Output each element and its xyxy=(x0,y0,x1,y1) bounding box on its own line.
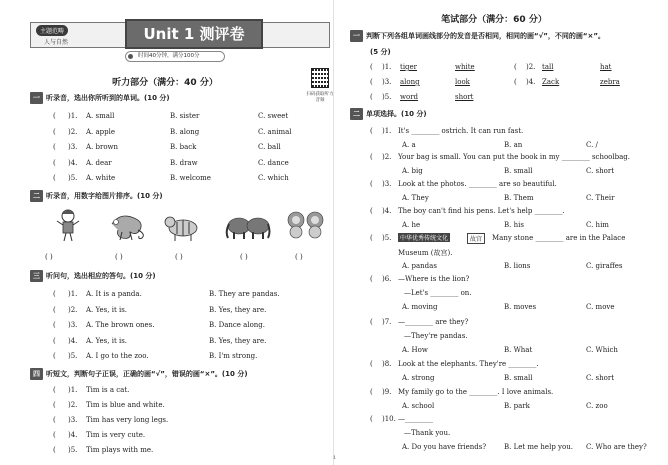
option-c: C. which xyxy=(258,174,289,182)
option-b: B. an xyxy=(504,141,523,149)
option-a: A. It is a panda. xyxy=(86,290,142,298)
option-a: A. I go to the zoo. xyxy=(86,352,149,360)
answer-blank[interactable]: ( xyxy=(53,158,56,167)
item-number: )3. xyxy=(68,143,78,151)
answer-blank[interactable]: ( xyxy=(53,416,56,424)
statement-text: Tim is very cute. xyxy=(86,431,146,439)
answer-blank[interactable]: ( xyxy=(370,415,373,423)
question-text: —________ are they? xyxy=(398,318,469,326)
item-number: )9. xyxy=(382,388,392,396)
option-a: A. pandas xyxy=(402,262,437,270)
question-text-2: —Let's ________ on. xyxy=(404,289,472,297)
item-number: )2. xyxy=(382,153,392,161)
order-blank[interactable]: ( ) xyxy=(295,253,303,261)
option-b: B. along xyxy=(170,127,200,136)
option-b: B. They are pandas. xyxy=(209,290,280,298)
question-text: Many stone ________ are in the Palace xyxy=(492,234,626,242)
item-number: )3. xyxy=(382,180,392,188)
section-number: 二 xyxy=(30,190,43,202)
section-title-text: 听问句，选出相应的答句。(10 分) xyxy=(46,272,156,280)
option-b: B. What xyxy=(504,346,533,354)
item-number: )1. xyxy=(68,386,78,394)
option-c: C. short xyxy=(586,374,615,382)
page-number: 1 xyxy=(333,455,337,461)
item-number: )5. xyxy=(382,234,392,242)
option-c: C. zoo xyxy=(586,402,608,410)
answer-blank[interactable]: ( xyxy=(370,127,373,135)
item-number: )3. xyxy=(68,416,78,424)
option-b: B. small xyxy=(504,374,533,382)
section-number: 二 xyxy=(350,108,363,120)
item-number: )2. xyxy=(526,63,536,71)
word-1: tiger xyxy=(400,63,418,71)
section-number: 一 xyxy=(350,30,363,42)
statement-text: Tim plays with me. xyxy=(86,446,154,454)
culture-tag: 中华优秀传统文化 xyxy=(400,235,449,242)
answer-blank[interactable]: ( xyxy=(370,78,373,86)
order-blank[interactable]: ( ) xyxy=(115,253,123,261)
answer-blank[interactable]: ( xyxy=(370,180,373,188)
word-2: look xyxy=(455,78,470,86)
word-2: white xyxy=(455,63,475,71)
item-number: )1. xyxy=(382,127,392,135)
badge-bottom-text: 人与自然 xyxy=(44,39,69,46)
time-note: 时间40分钟，满分100分 xyxy=(125,51,225,62)
item-number: )5. xyxy=(68,352,78,360)
answer-blank[interactable]: ( xyxy=(53,174,56,182)
option-c: C. short xyxy=(586,167,615,175)
answer-blank[interactable]: ( xyxy=(53,446,56,454)
word-1: along xyxy=(400,78,420,86)
item-number: )6. xyxy=(382,275,392,283)
option-b: B. small xyxy=(504,167,533,175)
option-a: A. school xyxy=(402,402,435,410)
question-text: My family go to the ________. I love animals. xyxy=(398,388,554,396)
order-blank[interactable]: ( ) xyxy=(175,253,183,261)
answer-blank[interactable]: ( xyxy=(53,401,56,409)
item-number: )2. xyxy=(68,127,78,136)
right-page xyxy=(334,0,668,465)
option-a: A. Yes, it is. xyxy=(86,305,128,314)
section-title-text: 单项选择。(10 分) xyxy=(366,110,427,118)
option-a: A. strong xyxy=(402,374,435,382)
option-b: B. welcome xyxy=(170,174,211,182)
written-section-2-title xyxy=(350,108,427,120)
tiger-icon xyxy=(163,210,201,242)
option-a: A. They xyxy=(402,194,429,202)
item-number: )2. xyxy=(68,401,78,409)
option-a: A. small xyxy=(86,112,115,120)
section-title-text: 听录音，用数字给图片排序。(10 分) xyxy=(46,192,163,200)
question-text: —________ xyxy=(398,415,433,423)
item-number: )2. xyxy=(68,305,78,314)
item-number: )4. xyxy=(382,207,392,215)
answer-blank[interactable]: ( xyxy=(53,336,56,345)
listening-section-2-title xyxy=(30,190,163,202)
palace-tag: 故宫 xyxy=(467,233,485,244)
option-c: C. Their xyxy=(586,194,615,202)
option-a: A. brown xyxy=(86,143,119,151)
section-number: 一 xyxy=(30,92,43,104)
option-a: A. white xyxy=(86,174,116,182)
listening-section-4-title xyxy=(30,368,248,380)
answer-blank[interactable]: ( xyxy=(370,63,373,71)
option-a: A. big xyxy=(402,167,423,175)
section-title-text: 判断下列各组单词画线部分的发音是否相同，相同的画“√”，不同的画“×”。 xyxy=(366,32,605,40)
section-title-text: 听录音，选出你所听到的单词。(10 分) xyxy=(46,94,170,102)
order-blank[interactable]: ( ) xyxy=(240,253,248,261)
question-text: Your bag is small. You can put the book in my ________ schoolbag. xyxy=(398,153,630,161)
item-number: )7. xyxy=(382,318,392,326)
answer-blank[interactable]: ( xyxy=(53,127,56,136)
answer-blank[interactable]: ( xyxy=(53,321,56,329)
word-2: zebra xyxy=(600,78,620,86)
question-text: —Where is the lion? xyxy=(398,275,470,283)
word-2: hat xyxy=(600,63,612,71)
item-number: )3. xyxy=(382,78,392,86)
answer-blank[interactable]: ( xyxy=(53,290,56,298)
chameleon-icon xyxy=(108,210,148,242)
item-number: )1. xyxy=(68,290,78,298)
lions-icon xyxy=(286,210,326,240)
answer-blank[interactable]: ( xyxy=(53,386,56,394)
answer-blank[interactable]: ( xyxy=(514,63,517,71)
child-icon xyxy=(55,208,81,242)
question-text: The boy can't find his pens. Let's help ________. xyxy=(398,207,565,215)
section-title-text: 听短文，判断句子正误，正确的画“√”，错误的画“×”。(10 分) xyxy=(46,370,248,378)
answer-blank[interactable]: ( xyxy=(53,143,56,151)
option-a: A. apple xyxy=(86,127,116,136)
option-b: B. back xyxy=(170,143,197,151)
answer-blank[interactable]: ( xyxy=(370,207,373,215)
answer-blank[interactable]: ( xyxy=(370,318,373,326)
option-b: B. his xyxy=(504,221,524,229)
option-c: C. him xyxy=(586,221,609,229)
option-a: A. dear xyxy=(86,158,112,167)
option-b: B. I'm strong. xyxy=(209,352,258,360)
qr-label: 扫码获取听力音频 xyxy=(306,92,334,103)
answer-blank[interactable]: ( xyxy=(53,431,56,439)
question-text: Look at the photos. ________ are so beautiful. xyxy=(398,180,557,188)
option-b: B. Them xyxy=(504,194,534,202)
item-number: )5. xyxy=(68,174,78,182)
statement-text: Tim has very long legs. xyxy=(86,416,169,424)
question-text: Look at the elephants. They're ________. xyxy=(398,360,539,368)
answer-blank[interactable]: ( xyxy=(370,153,373,161)
option-a: A. Yes, it is. xyxy=(86,336,128,345)
item-number: )3. xyxy=(68,321,78,329)
option-c: C. sweet xyxy=(258,112,289,120)
item-number: )5. xyxy=(68,446,78,454)
option-b: B. draw xyxy=(170,158,198,167)
option-c: C. move xyxy=(586,303,615,311)
answer-blank[interactable]: ( xyxy=(370,234,373,242)
answer-blank[interactable]: ( xyxy=(514,78,517,86)
listening-section-1-title xyxy=(30,92,170,104)
written-part-title: 笔试部分（满分：60 分） xyxy=(441,15,547,25)
item-number: )10. xyxy=(382,415,396,423)
word-2: short xyxy=(455,93,474,101)
option-c: C. ball xyxy=(258,143,281,151)
item-number: )4. xyxy=(68,158,78,167)
answer-blank[interactable]: ( xyxy=(53,305,56,314)
page-title: Unit 1 测评卷 xyxy=(125,19,263,49)
section-number: 三 xyxy=(30,270,43,282)
option-c: C. Who are they? xyxy=(586,443,647,451)
section-number: 四 xyxy=(30,368,43,380)
elephants-icon xyxy=(225,212,271,240)
option-b: B. lions xyxy=(504,262,531,270)
answer-blank[interactable]: ( xyxy=(53,352,56,360)
item-number: )1. xyxy=(68,112,78,120)
item-number: )1. xyxy=(382,63,392,71)
word-1: tall xyxy=(542,63,554,71)
question-text: It's ________ ostrich. It can run fast. xyxy=(398,127,524,135)
item-number: )4. xyxy=(526,78,536,86)
listening-part-title: 听力部分（满分：40 分） xyxy=(112,78,218,88)
option-a: A. Do you have friends? xyxy=(402,443,487,451)
option-c: C. animal xyxy=(258,127,292,136)
badge-top-text: 主题范畴 xyxy=(36,25,68,36)
item-number: )4. xyxy=(68,431,78,439)
statement-text: Tim is blue and white. xyxy=(86,401,165,409)
word-1: word xyxy=(400,93,419,101)
option-b: B. moves xyxy=(504,303,537,311)
word-1: Zack xyxy=(542,78,560,86)
listening-section-3-title xyxy=(30,270,156,282)
option-b: B. Dance along. xyxy=(209,321,266,329)
option-c: C. Which xyxy=(586,346,618,354)
answer-blank[interactable]: ( xyxy=(370,360,373,368)
option-b: B. Yes, they are. xyxy=(209,336,267,345)
theme-badge xyxy=(36,25,100,45)
item-number: )8. xyxy=(382,360,392,368)
option-c: C. giraffes xyxy=(586,262,623,270)
option-c: C. / xyxy=(586,141,598,149)
option-a: A. he xyxy=(402,221,421,229)
answer-blank[interactable]: ( xyxy=(53,112,56,120)
answer-blank[interactable]: ( xyxy=(370,93,373,101)
written-section-1-score: (5 分) xyxy=(370,48,391,56)
order-blank[interactable]: ( ) xyxy=(45,253,53,261)
option-b: B. sister xyxy=(170,112,200,120)
option-a: A. The brown ones. xyxy=(86,321,155,329)
question-text-2: —They're pandas. xyxy=(404,332,468,340)
option-c: C. dance xyxy=(258,158,289,167)
question-text-2: Museum (故宫). xyxy=(398,249,453,257)
option-b: B. Yes, they are. xyxy=(209,305,267,314)
option-b: B. park xyxy=(504,402,530,410)
item-number: )5. xyxy=(382,93,392,101)
answer-blank[interactable]: ( xyxy=(370,388,373,396)
question-text-2: —Thank you. xyxy=(404,429,451,437)
qr-code-icon[interactable] xyxy=(311,68,329,88)
item-number: )4. xyxy=(68,336,78,345)
option-a: A. moving xyxy=(402,303,438,311)
option-b: B. Let me help you. xyxy=(504,443,573,451)
statement-text: Tim is a cat. xyxy=(86,386,130,394)
written-section-1-title xyxy=(350,30,605,42)
option-a: A. a xyxy=(402,141,416,149)
option-a: A. How xyxy=(402,346,428,354)
answer-blank[interactable]: ( xyxy=(370,275,373,283)
